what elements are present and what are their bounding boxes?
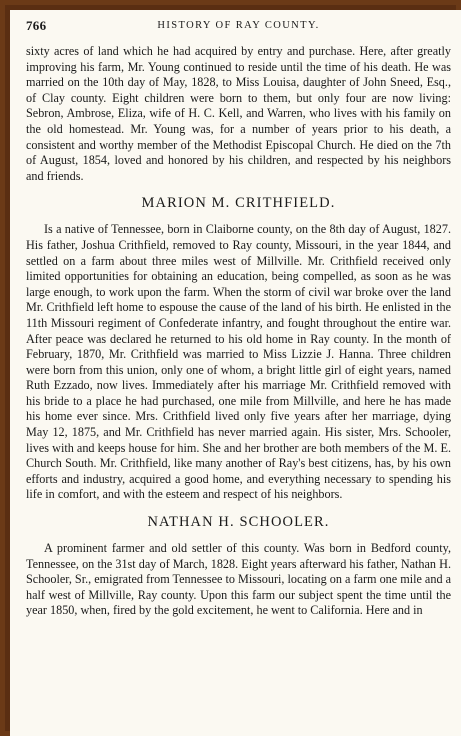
running-title: HISTORY OF RAY COUNTY. bbox=[157, 20, 320, 31]
section-heading-schooler: NATHAN H. SCHOOLER. bbox=[147, 514, 330, 531]
section-heading-crithfield: MARION M. CRITHFIELD. bbox=[141, 195, 336, 212]
running-header bbox=[26, 18, 451, 40]
continued-paragraph: sixty acres of land which he had acquired by entry and purchase. Here, after greatly improving his farm, Mr. Young continued to reside until the time of his death. He was married on the 10th day of May, 1828, to Miss Louisa, daughter of John Sneed, Esq., of Clay county. Eight children were born to them, but only four are now living: Sebron, Ambrose, Eliza, wife of H. C. Kell, and Warren, who lives with his family on the old homestead. Mr. Young was, for a number of years prior to his death, a consistent and worthy member of the Methodist Episcopal Church. He died on the 7th of August, 1854, loved and honored by his children, and respected by his neighbors and friends. bbox=[26, 44, 451, 183]
section-body-schooler: A prominent farmer and old settler of this county. Was born in Bedford county, Tennessee, on the 31st day of March, 1828. Eight years afterward his father, Nathan H. Schooler, Sr., emigrated from Tennessee to Missouri, locating on a farm one mile and a half west of Millville, Ray county. Upon this farm our subject spent the time until the year 1850, when, fired by the gold excitement, he went to California. Here and in bbox=[26, 541, 451, 618]
section-body-crithfield: Is a native of Tennessee, born in Claiborne county, on the 8th day of August, 1827. His father, Joshua Crithfield, removed to Ray county, Missouri, in the year 1844, and settled on a farm about three miles west of Millville. Mr. Crithfield received only limited opportunities for obtaining an education, being compelled, as soon as he was large enough, to work upon the farm. When the storm of civil war broke over the land Mr. Crithfield left home to espouse the cause of the land of his birth. He enlisted in the 11th Missouri regiment of Confederate infantry, and fought throughout the entire war. After peace was declared he returned to his old home in Ray county. In the month of February, 1870, Mr. Crithfield was married to Miss Lizzie J. Hanna. Three children were born from this union, only one of whom, a bright little girl of eight years, named Ruth Ezzado, now lives. Immediately after his marriage Mr. Crithfield removed with his bride to a place he had purchased, one mile from Millville, and here he has made his home ever since. Mrs. Crithfield lived only five years after her marriage, dying May 12, 1875, and Mr. Crithfield has never married again. His sister, Mrs. Schooler, lives with and keeps house for him. She and her brother are both members of the M. E. Church South. Mr. Crithfield, like many another of Ray's best citizens, has, by his own efforts and industry, acquired a good home, and everything necessary to spending his life in comfort, and with the esteem and respect of his neighbors. bbox=[26, 222, 451, 502]
page-number: 766 bbox=[26, 18, 47, 33]
book-page bbox=[10, 10, 461, 736]
